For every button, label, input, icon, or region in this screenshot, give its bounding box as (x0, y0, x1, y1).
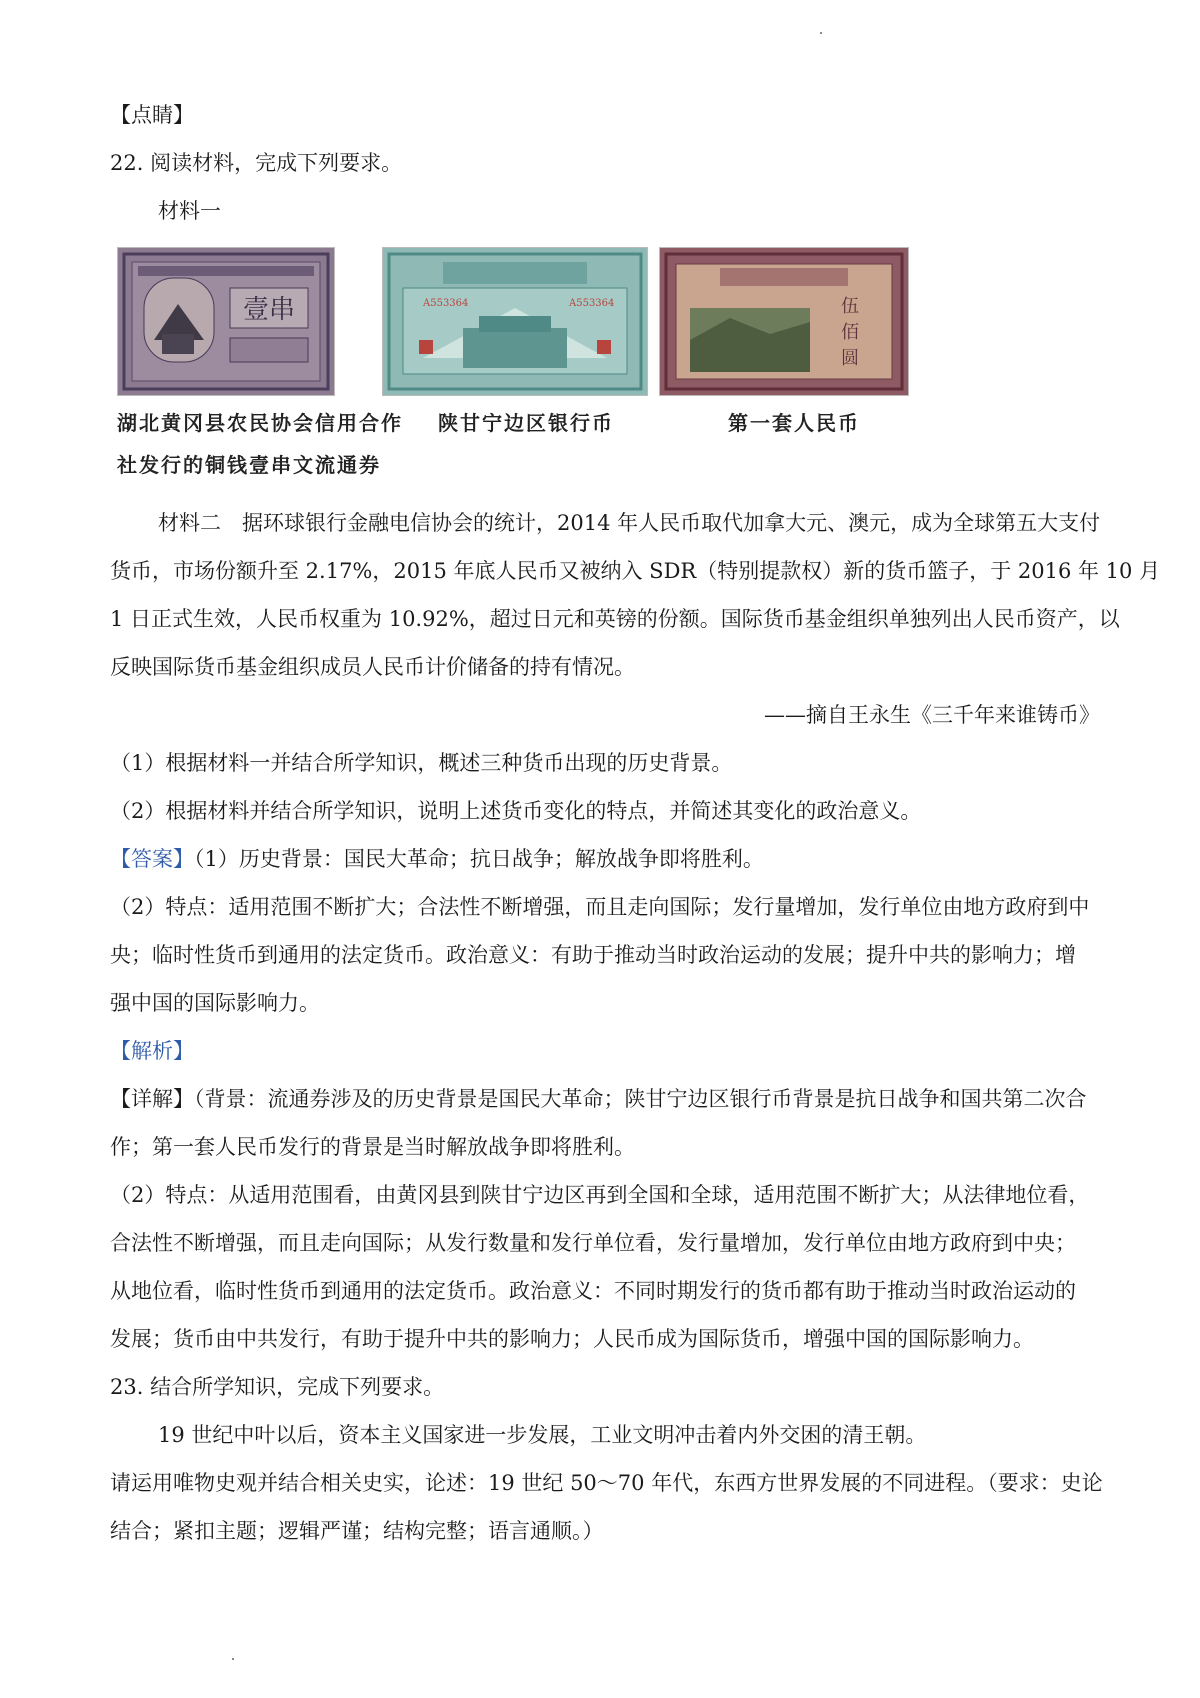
svg-text:壹串: 壹串 (242, 295, 296, 325)
scan-speck (820, 32, 822, 34)
svg-text:A553364: A553364 (569, 298, 615, 309)
caption-huanggang-line-2: 社发行的铜钱壹串文流通券 (117, 453, 381, 477)
svg-text:圆: 圆 (841, 348, 859, 369)
caption-shaanganning: 陕甘宁边区银行币 (438, 411, 614, 435)
question-23-title: 23. 结合所学知识，完成下列要求。 (110, 1375, 445, 1399)
material-2-line: 1 日正式生效，人民币权重为 10.92%，超过日元和英镑的份额。国际货币基金组织单独列出人民币资产，以 (110, 607, 1120, 631)
detail-line: （2）特点：从适用范围看，由黄冈县到陕甘宁边区再到全国和全球，适用范围不断扩大；从法律地位看， (110, 1183, 1090, 1207)
detail-line: 发展；货币由中共发行，有助于提升中共的影响力；人民币成为国际货币，增强中国的国际影响力。 (110, 1327, 1034, 1351)
answer-line: 央；临时性货币到通用的法定货币。政治意义：有助于推动当时政治运动的发展；提升中共的影响力；增 (110, 943, 1076, 967)
detail-line: 合法性不断增强，而且走向国际；从发行数量和发行单位看，发行量增加，发行单位由地方政府到中央； (110, 1231, 1076, 1255)
detail-line: 从地位看，临时性货币到通用的法定货币。政治意义：不同时期发行的货币都有助于推动当时政治运动的 (110, 1279, 1076, 1303)
material-2-line: 反映国际货币基金组织成员人民币计价储备的持有情况。 (110, 655, 635, 679)
question-22-part-1: （1）根据材料一并结合所学知识，概述三种货币出现的历史背景。 (110, 751, 733, 775)
answer-line (110, 844, 1100, 874)
caption-huanggang-line-1: 湖北黄冈县农民协会信用合作 (117, 411, 403, 435)
detail-tag: 【详解】 (110, 1087, 194, 1111)
answer-text: （1）历史背景：国民大革命；抗日战争；解放战争即将胜利。 (194, 847, 764, 871)
answer-line: （2）特点：适用范围不断扩大；合法性不断增强，而且走向国际；发行量增加，发行单位由地方政府到中 (110, 895, 1090, 919)
svg-text:佰: 佰 (841, 322, 859, 343)
question-23-intro: 19 世纪中叶以后，资本主义国家进一步发展，工业文明冲击着内外交困的清王朝。 (158, 1423, 927, 1447)
material-2-source: ——摘自王永生《三千年来谁铸币》 (764, 703, 1100, 727)
analysis-tag: 【解析】 (110, 1039, 194, 1063)
scan-speck (232, 1658, 234, 1660)
banknote-shaanganning-image (382, 247, 648, 396)
material-2-line: 材料二 据环球银行金融电信协会的统计，2014 年人民币取代加拿大元、澳元，成为全球第五大支付 (158, 511, 1101, 535)
detail-text: （背景：流通券涉及的历史背景是国民大革命；陕甘宁边区银行币背景是抗日战争和国共第二次合 (194, 1087, 1087, 1111)
caption-first-rmb: 第一套人民币 (728, 411, 860, 435)
banknote-first-rmb-image (659, 247, 909, 396)
svg-text:伍: 伍 (841, 296, 859, 317)
banknote-huanggang-image (117, 247, 335, 396)
tip-heading: 【点睛】 (110, 103, 194, 127)
question-23-task: 请运用唯物史观并结合相关史实，论述：19 世纪 50～70 年代，东西方世界发展的不同进程。（要求：史论 (110, 1471, 1103, 1495)
answer-tag: 【答案】 (110, 847, 194, 871)
detail-line: 作；第一套人民币发行的背景是当时解放战争即将胜利。 (110, 1135, 635, 1159)
question-22-part-2: （2）根据材料并结合所学知识，说明上述货币变化的特点，并简述其变化的政治意义。 (110, 799, 922, 823)
question-22-title: 22. 阅读材料，完成下列要求。 (110, 151, 403, 175)
answer-line: 强中国的国际影响力。 (110, 991, 320, 1015)
material-1-label: 材料一 (158, 199, 221, 223)
svg-text:A553364: A553364 (423, 298, 469, 309)
detail-line (110, 1084, 1100, 1114)
material-2-line: 货币，市场份额升至 2.17%，2015 年底人民币又被纳入 SDR（特别提款权）新的货币篮子，于 2016 年 10 月 (110, 559, 1161, 583)
question-23-task: 结合；紧扣主题；逻辑严谨；结构完整；语言通顺。） (110, 1519, 604, 1543)
